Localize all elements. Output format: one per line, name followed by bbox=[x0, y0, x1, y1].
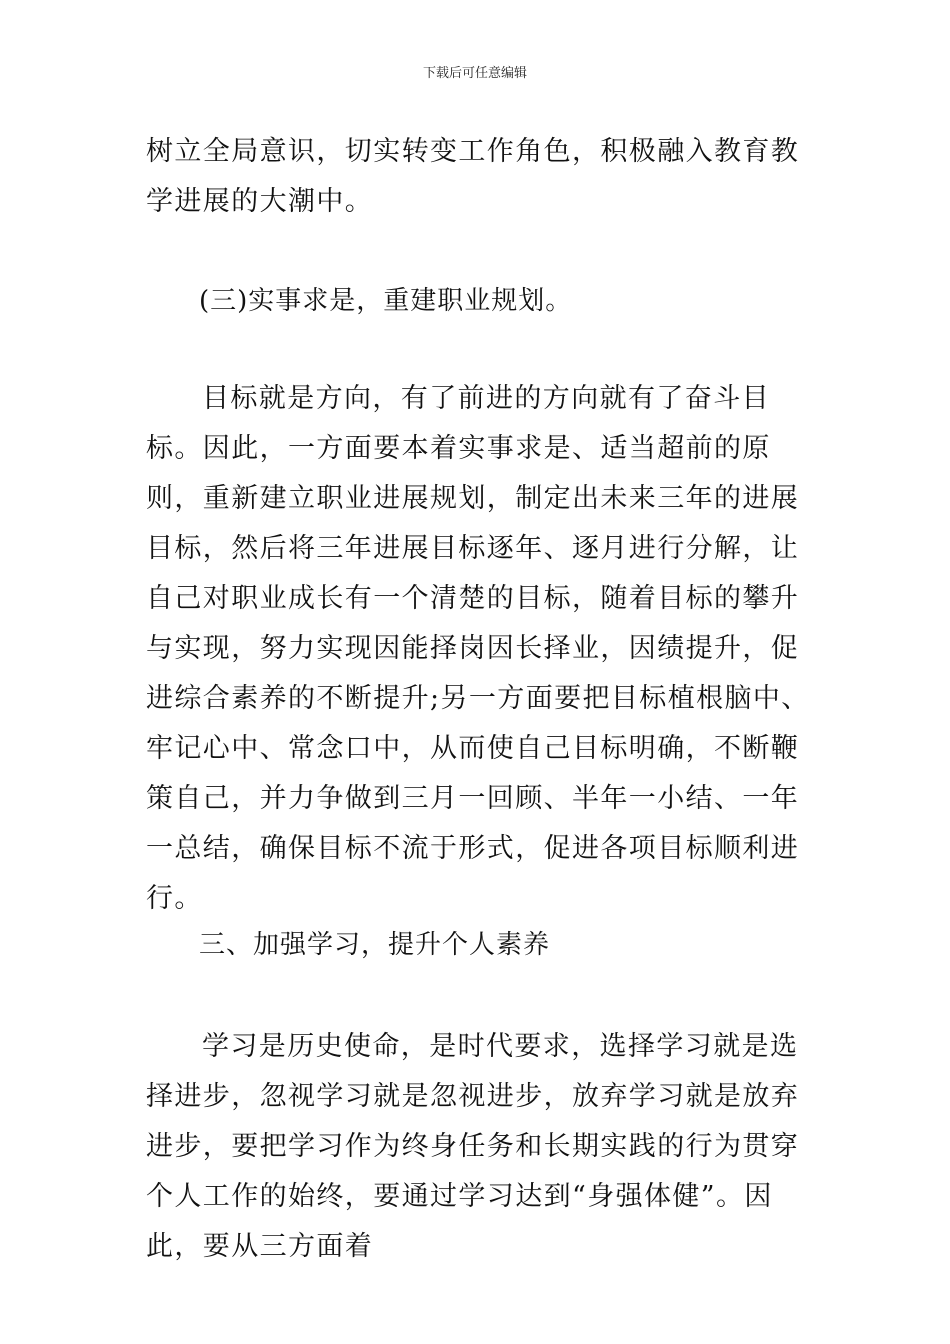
paragraph-continuation: 树立全局意识，切实转变工作角色，积极融入教育教学进展的大潮中。 bbox=[146, 136, 800, 217]
page-header: 下载后可任意编辑 bbox=[422, 66, 527, 81]
section-heading-three: 三、加强学习，提升个人素养 bbox=[199, 930, 551, 960]
paragraph-career-planning: 目标就是方向，有了前进的方向就有了奋斗目标。因此，一方面要本着实事求是、适当超前的原则，重新建立职业进展规划，制定出未来三年的进展目标，然后将三年进展目标逐年、逐月进行分解，让自己对职业成长有一个清楚的目标，随着目标的攀升与实现，努力实现因能择岗因长择业，因绩提升，促进综合素养的不断提升;另一方面要把目标植根脑中、牢记心中、常念口中，从而使自己目标明确，不断鞭策自己，并力争做到三月一回顾、半年一小结、一年一总结，确保目标不流于形式，促进各项目标顺利进行。 bbox=[146, 383, 810, 914]
section-heading-3: (三)实事求是，重建职业规划。 bbox=[199, 286, 573, 316]
paragraph-learning: 学习是历史使命，是时代要求，选择学习就是选择进步，忽视学习就是忽视进步，放弃学习就是放弃进步，要把学习作为终身任务和长期实践的行为贯穿个人工作的始终，要通过学习达到“身强体健”。因此，要从三方面着 bbox=[146, 1031, 800, 1262]
